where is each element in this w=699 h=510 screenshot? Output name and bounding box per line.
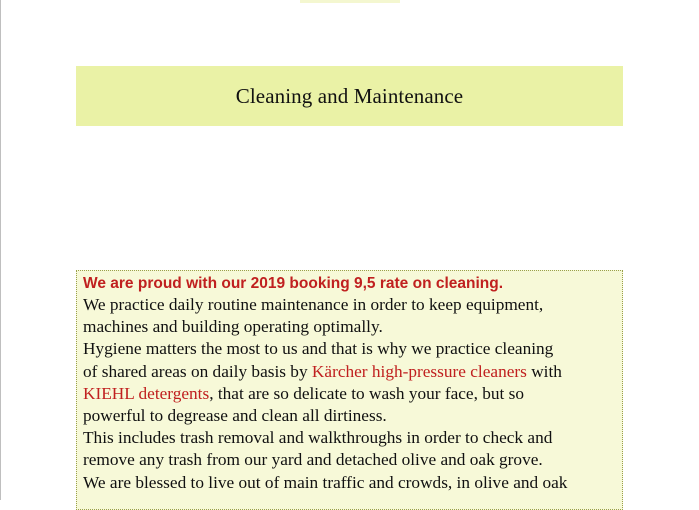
karcher-highlight: Kärcher high-pressure cleaners [311, 361, 527, 381]
cleaning-paragraph [83, 294, 622, 494]
top-decoration [300, 0, 400, 3]
title-banner [76, 66, 623, 126]
text-fragment: , that are so delicate to wash your face, but so [209, 383, 525, 403]
booking-rate-headline: We are proud with our 2019 booking 9,5 rate on cleaning. [83, 275, 504, 292]
cleaning-text-box [76, 270, 623, 510]
text-line: remove any trash from our yard and detached olive and oak grove. [83, 450, 543, 470]
text-line: This includes trash removal and walkthroughs in order to check and [83, 428, 553, 448]
text-line [83, 361, 622, 383]
text-line [83, 383, 622, 405]
text-line: Hygiene matters the most to us and that is why we practice cleaning [83, 339, 554, 359]
text-line: We are blessed to live out of main traffic and crowds, in olive and oak [83, 472, 568, 492]
text-line: powerful to degrease and clean all dirtiness. [83, 406, 387, 426]
text-line: machines and building operating optimally. [83, 317, 383, 337]
page-left-border [0, 0, 1, 500]
text-fragment: with [526, 361, 562, 381]
page-title: Cleaning and Maintenance [235, 83, 464, 108]
kiehl-highlight: KIEHL detergents [83, 383, 210, 403]
text-fragment: of shared areas on daily basis by [83, 361, 312, 381]
text-line: We practice daily routine maintenance in order to keep equipment, [83, 295, 544, 314]
